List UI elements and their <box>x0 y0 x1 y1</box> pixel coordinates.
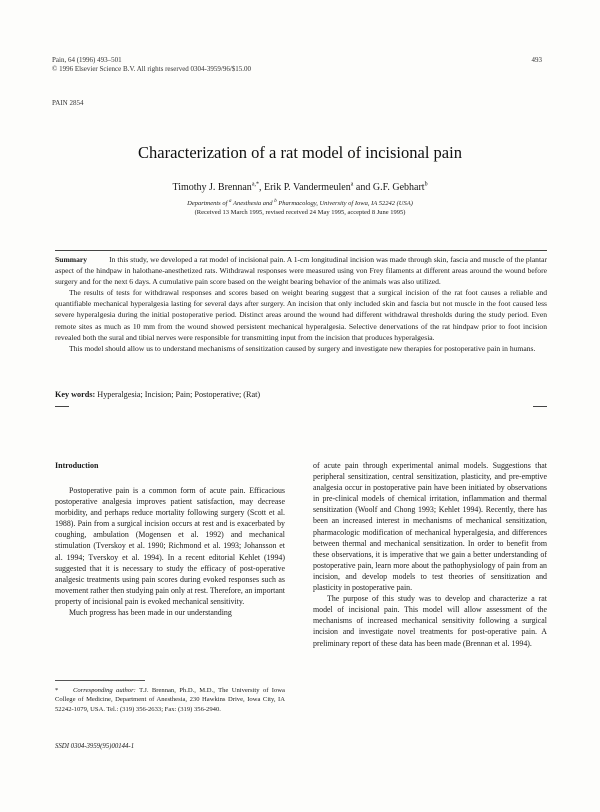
body-paragraph: Postoperative pain is a common form of acute pain. Efficacious postoperative analgesia improves patient satisfaction, may decrease morbidity, and perhaps reduce mortality following surgery (Scott et al. 1988). Pain from a surgical incision occurs at rest and is exacerbated by coughing, ambulation (Mogensen et al. 1992) and mechanical stimulation (Tverskoy et al. 1990; Richmond et al. 1993; Johansson et al. 1994; Tverskoy et al. 1994). In a recent editorial Kehlet (1994) suggested that it is necessary to study the efficacy of post-operative analgesic treatments using pain scores during evoked responses such as movement rather then studying pain only at rest. Therefore, an important property of incisional pain is evoked mechanical sensitivity. <box>55 486 285 606</box>
affiliations <box>0 197 600 208</box>
author-separator: , <box>258 182 264 193</box>
body-paragraph: Much progress has been made in our understanding <box>69 608 232 618</box>
article-code: PAIN 2854 <box>52 99 84 107</box>
affiliation-mark: b <box>274 199 277 204</box>
left-column <box>55 460 285 618</box>
keywords-label: Key words: <box>55 390 96 399</box>
footnote-rule <box>55 680 145 681</box>
author-affiliation-mark: a <box>350 181 354 188</box>
footnote <box>55 686 285 714</box>
author-list <box>0 182 600 194</box>
ssdi-number: SSDI 0304-3959(95)00144-1 <box>55 743 135 750</box>
abstract-paragraph: The results of tests for withdrawal responses and scores based on weight bearing suggest that a surgical incision of the rat foot causes a reliable and quantifiable mechanical hyperalgesia lasting for several days after surgery. An incision that only included skin and fascia but not muscle in the foot caused less severe hyperalgesia during the initial postoperative period. Distinct areas around the wound had different withdrawal thresholds during the study period. Even remote sites as much as 10 mm from the wound showed persistent mechanical hyperalgesia. Selective denervations of the rat hindpaw prior to foot incision revealed both the sural and tibial nerves were responsible for transmitting input from the incision that produces hyperalgesia. <box>55 288 547 342</box>
right-column <box>313 460 547 649</box>
author-name: Timothy J. Brennan <box>172 182 252 193</box>
journal-header <box>52 56 251 74</box>
journal-citation: Pain, 64 (1996) 493–501 <box>52 56 122 64</box>
footnote-text: T.J. Brennan, Ph.D., M.D., The University of Iowa College of Medicine, Department of Anesthesia, 230 Hawkins Drive, Iowa City, IA 52242-1079, USA. Tel.: (319) 356-2633; Fax: (319) 356-2940. <box>55 687 285 713</box>
abstract-top-rule <box>55 250 547 251</box>
author-name: G.F. Gebhart <box>372 182 425 193</box>
affiliation-dept: Anesthesia and <box>231 200 275 208</box>
abstract-paragraph: This model should allow us to understand mechanisms of sensitization caused by surgery and investigate new therapies for postoperative pain in humans. <box>69 343 536 353</box>
footnote-label: Corresponding author: <box>73 687 136 694</box>
abstract-text: In this study, we developed a rat model of incisional pain. A 1-cm longitudinal incision was made through skin, fascia and muscle of the plantar aspect of the hindpaw in halothane-anesthetized rats. Withdrawal responses were measured using von Frey filaments at different areas around the wound before surgery and for the next 6 days. A cumulative pain score based on the weight bearing behavior of the animals was also utilized. <box>55 255 547 287</box>
author-name: Erik P. Vandermeulen <box>263 182 351 193</box>
abstract-label: Summary <box>55 255 88 264</box>
keyword-rule-left <box>55 406 69 407</box>
affiliation-mark: a <box>229 199 232 204</box>
page-number: 493 <box>531 56 542 64</box>
body-paragraph: The purpose of this study was to develop and characterize a rat model of incisional pain. This model will allow assessment of the mechanisms of increased mechanical sensitivity following a surgical incision and investigate novel treatments for post-operative pain. A preliminary report of these data has been made (Brennan et al. 1994). <box>313 594 547 648</box>
author-affiliation-mark: a,* <box>251 181 259 188</box>
author-separator: and <box>353 182 373 193</box>
affiliation-prefix: Departments of <box>187 200 230 208</box>
keywords <box>55 389 547 400</box>
author-affiliation-mark: b <box>424 181 428 188</box>
keywords-text: Hyperalgesia; Incision; Pain; Postoperative; (Rat) <box>95 390 261 399</box>
abstract <box>55 254 547 354</box>
abstract-paragraph <box>55 254 547 287</box>
keyword-rule-right <box>533 406 547 407</box>
copyright-line: © 1996 Elsevier Science B.V. All rights reserved 0304-3959/96/$15.00 <box>52 65 252 73</box>
body-paragraph: of acute pain through experimental animal models. Suggestions that peripheral sensitization, central sensitization, plasticity, and pre-emptive analgesia occur in postoperative pain have been initiated by observations in pre-clinical models of chemical irritation, inflammation and thermal sensitization (Woolf and Chong 1993; Kehlet 1994). Recently, there has been an increased interest in mechanisms of mechanical sensitization, pharmacologic modification of mechanical hyperalgesia, and differences between thermal and mechanical sensitization. In order to benefit from these observations, it is imperative that we gain a better understanding of postoperative pain, learn more about the pathophysiology of pain from an incision, and develop models to test theories of sensitization and plasticity in postoperative pain. <box>313 461 547 593</box>
affiliation-dept: Pharmacology, University of Iowa, IA 52242 (USA) <box>276 200 413 208</box>
received-dates: (Received 13 March 1995, revised received 24 May 1995, accepted 8 June 1995) <box>194 209 406 216</box>
footnote-marker: * <box>55 687 59 694</box>
article-title: Characterization of a rat model of incisional pain <box>138 143 462 162</box>
section-heading: Introduction <box>55 461 99 470</box>
